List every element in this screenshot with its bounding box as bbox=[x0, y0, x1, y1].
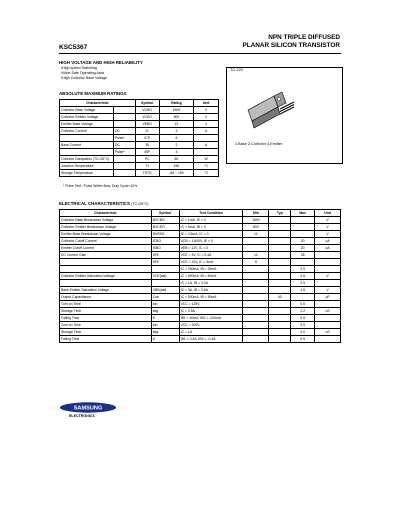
table-cell: W bbox=[194, 156, 219, 163]
table-cell bbox=[151, 266, 179, 273]
device-title bbox=[190, 34, 340, 50]
table-row bbox=[60, 163, 219, 170]
table-header-row bbox=[60, 100, 219, 107]
table-cell: tf bbox=[151, 315, 179, 322]
table-cell bbox=[113, 170, 135, 177]
table-cell bbox=[315, 280, 341, 287]
col-header: Symbol bbox=[151, 210, 179, 217]
table-cell: V bbox=[194, 114, 219, 121]
table-row bbox=[60, 107, 219, 114]
elec-heading-condition: (TC=25°C) bbox=[131, 202, 149, 206]
table-row bbox=[60, 259, 341, 266]
table-cell: 2.5 bbox=[291, 280, 315, 287]
table-cell bbox=[113, 156, 135, 163]
table-cell bbox=[269, 329, 291, 336]
table-cell: 40 bbox=[269, 294, 291, 301]
table-cell: Emitter Base Breakdown Voltage bbox=[60, 231, 152, 238]
table-cell: IB1 = 0.2A, IB2 = -0.4A bbox=[179, 336, 243, 343]
table-cell bbox=[60, 280, 152, 287]
table-cell bbox=[113, 107, 135, 114]
table-cell: Pulse* bbox=[113, 149, 135, 156]
table-row bbox=[60, 142, 219, 149]
table-cell: V bbox=[315, 217, 341, 224]
table-row bbox=[60, 336, 341, 343]
col-header: Test Condition bbox=[179, 210, 243, 217]
table-cell bbox=[243, 245, 269, 252]
table-cell: IC = 5mA, IB = 0 bbox=[179, 224, 243, 231]
package-name: TO-220 bbox=[230, 68, 243, 72]
elec-heading-text: ELECTRICAL CHARACTERISTICS bbox=[59, 201, 130, 206]
col-header: Unit bbox=[194, 100, 219, 107]
table-cell: VCC = 125V, bbox=[179, 301, 243, 308]
table-cell: IEBO bbox=[151, 245, 179, 252]
title-line-1: NPN TRIPLE DIFFUSED bbox=[268, 34, 340, 41]
col-header: Characteristic bbox=[60, 100, 136, 107]
table-cell: 35 bbox=[291, 252, 315, 259]
table-row bbox=[60, 156, 219, 163]
table-cell: VCB = 1,600V, IE = 0 bbox=[179, 238, 243, 245]
table-cell: 12 bbox=[243, 231, 269, 238]
table-cell: DC bbox=[113, 128, 135, 135]
table-cell: Storage Time bbox=[60, 329, 152, 336]
table-cell bbox=[243, 287, 269, 294]
to220-package-drawing bbox=[240, 80, 300, 135]
table-cell: 6 bbox=[159, 135, 194, 142]
table-cell bbox=[151, 280, 179, 287]
table-cell: IC = 3A, IB = 0.6A bbox=[179, 287, 243, 294]
table-cell: hFE bbox=[151, 259, 179, 266]
table-cell: Collector Emitter Saturation Voltage bbox=[60, 273, 152, 280]
table-cell: ton bbox=[151, 322, 179, 329]
table-row bbox=[60, 301, 341, 308]
table-cell: VEBO bbox=[135, 121, 159, 128]
table-cell bbox=[315, 301, 341, 308]
table-cell bbox=[269, 273, 291, 280]
table-cell: Falling Time bbox=[60, 315, 152, 322]
table-cell: 800 bbox=[159, 114, 194, 121]
table-cell: tstg bbox=[151, 308, 179, 315]
pin-legend: 1.Base 2.Collector 3.Emitter bbox=[235, 142, 283, 146]
table-row bbox=[60, 322, 341, 329]
table-cell bbox=[243, 280, 269, 287]
table-cell: VBE(sat) bbox=[151, 287, 179, 294]
table-cell: IC = 500mA, IB = 50mA bbox=[179, 273, 243, 280]
table-row bbox=[60, 287, 341, 294]
col-header: Max bbox=[291, 210, 315, 217]
table-cell bbox=[243, 308, 269, 315]
title-line-2: PLANAR SILICON TRANSISTOR bbox=[242, 42, 340, 49]
table-cell: IC bbox=[135, 128, 159, 135]
table-cell: VCC = 200V, bbox=[179, 322, 243, 329]
table-cell bbox=[269, 217, 291, 224]
table-cell: 4 bbox=[159, 149, 194, 156]
table-cell: Base Emitter Saturation Voltage bbox=[60, 287, 152, 294]
table-cell: V bbox=[194, 107, 219, 114]
abs-max-table bbox=[59, 99, 219, 177]
table-cell: DC Current Gain bbox=[60, 252, 152, 259]
table-cell bbox=[269, 266, 291, 273]
table-cell bbox=[291, 231, 315, 238]
table-row bbox=[60, 252, 341, 259]
samsung-logo bbox=[59, 402, 117, 413]
table-cell: VCE = 3V, IC = 0.4A bbox=[179, 252, 243, 259]
table-cell: VEB = 12V, IC = 0 bbox=[179, 245, 243, 252]
table-cell bbox=[243, 266, 269, 273]
abs-max-heading: ABSOLUTE MAXIMUM RATINGS bbox=[59, 91, 127, 96]
table-row bbox=[60, 329, 341, 336]
table-cell bbox=[315, 252, 341, 259]
table-cell: VCEO bbox=[135, 114, 159, 121]
table-row bbox=[60, 231, 341, 238]
table-cell: Storage Temperature bbox=[60, 170, 114, 177]
table-cell bbox=[269, 280, 291, 287]
features-heading: HIGH VOLTAGE AND HIGH RELIABILITY bbox=[59, 60, 143, 65]
table-cell: PC bbox=[135, 156, 159, 163]
table-cell bbox=[243, 294, 269, 301]
table-cell: BVCEO bbox=[151, 224, 179, 231]
col-header: Unit bbox=[315, 210, 341, 217]
table-cell bbox=[291, 217, 315, 224]
table-row bbox=[60, 114, 219, 121]
table-row bbox=[60, 128, 219, 135]
table-cell: uS bbox=[315, 329, 341, 336]
table-cell: IC = 500mA, IB = 50mA bbox=[179, 294, 243, 301]
table-cell bbox=[60, 149, 114, 156]
elec-heading bbox=[59, 201, 148, 206]
table-cell bbox=[269, 301, 291, 308]
table-cell: 4.5 bbox=[291, 273, 315, 280]
table-cell bbox=[269, 308, 291, 315]
table-cell: A bbox=[194, 128, 219, 135]
table-cell bbox=[315, 336, 341, 343]
table-cell: IE = 0.5mA, IC = 0 bbox=[179, 231, 243, 238]
table-cell: -65 ~ 150 bbox=[159, 170, 194, 177]
table-cell: Junction Temperature bbox=[60, 163, 114, 170]
table-cell: DC bbox=[113, 142, 135, 149]
table-cell bbox=[60, 259, 152, 266]
table-cell: 2.2 bbox=[291, 308, 315, 315]
table-cell bbox=[269, 322, 291, 329]
table-cell: 1600 bbox=[159, 107, 194, 114]
table-cell: TJ bbox=[135, 163, 159, 170]
table-cell: Emitter Base Voltage bbox=[60, 121, 114, 128]
table-cell bbox=[315, 266, 341, 273]
table-cell: 8 bbox=[243, 259, 269, 266]
feature-item: • High speed Switching bbox=[61, 66, 107, 71]
table-cell bbox=[291, 259, 315, 266]
table-cell: 80 bbox=[159, 156, 194, 163]
table-cell bbox=[291, 224, 315, 231]
table-cell: Emitter Cutoff Current bbox=[60, 245, 152, 252]
table-row bbox=[60, 121, 219, 128]
table-cell: V bbox=[315, 273, 341, 280]
footnote: * Pulse Test : Pulse Width<5ms, Duty Cycle<10% bbox=[63, 184, 138, 188]
table-cell: 20 bbox=[291, 238, 315, 245]
table-cell: tf bbox=[151, 336, 179, 343]
table-cell: Collector Dissipation (TC=25°C) bbox=[60, 156, 114, 163]
table-cell bbox=[269, 259, 291, 266]
table-row bbox=[60, 217, 341, 224]
table-cell: IBP bbox=[135, 149, 159, 156]
table-cell: ICBO bbox=[151, 238, 179, 245]
table-cell: 800 bbox=[243, 224, 269, 231]
table-cell bbox=[243, 336, 269, 343]
table-row bbox=[60, 238, 341, 245]
table-cell: BVCBO bbox=[151, 217, 179, 224]
table-cell: Collector Emitter Breakdown Voltage bbox=[60, 224, 152, 231]
table-cell bbox=[269, 287, 291, 294]
table-cell: pF bbox=[315, 294, 341, 301]
table-cell: 1.5 bbox=[291, 287, 315, 294]
table-row bbox=[60, 135, 219, 142]
table-cell bbox=[243, 322, 269, 329]
table-cell bbox=[315, 322, 341, 329]
table-cell: 12 bbox=[243, 252, 269, 259]
table-cell: A bbox=[194, 142, 219, 149]
table-cell: 0.5 bbox=[291, 322, 315, 329]
table-cell bbox=[269, 315, 291, 322]
col-header: Min bbox=[243, 210, 269, 217]
table-cell bbox=[194, 149, 219, 156]
table-cell bbox=[243, 273, 269, 280]
col-header: Rating bbox=[159, 100, 194, 107]
table-cell: VCE = 10V, IC = 5mA bbox=[179, 259, 243, 266]
table-cell bbox=[113, 114, 135, 121]
table-row bbox=[60, 280, 341, 287]
table-cell: Turn on Time bbox=[60, 322, 152, 329]
table-cell: V bbox=[315, 231, 341, 238]
feature-list bbox=[61, 66, 107, 82]
table-cell bbox=[269, 224, 291, 231]
table-cell: 0.5 bbox=[291, 315, 315, 322]
table-cell bbox=[315, 259, 341, 266]
table-cell: Collector Cutoff Current bbox=[60, 238, 152, 245]
table-cell: IC = 1A bbox=[179, 329, 243, 336]
table-cell: Collector Base Voltage bbox=[60, 107, 114, 114]
table-cell: Falling Time bbox=[60, 336, 152, 343]
table-cell bbox=[60, 266, 152, 273]
col-header: Characteristic bbox=[60, 210, 152, 217]
table-cell: IC = 0.5A bbox=[179, 308, 243, 315]
col-header: Typ bbox=[269, 210, 291, 217]
table-cell bbox=[113, 121, 135, 128]
brand-subtext: ELECTRONICS bbox=[69, 414, 95, 418]
table-cell: IB1 = 40mA, IB2 = -200mA bbox=[179, 315, 243, 322]
table-row bbox=[60, 308, 341, 315]
table-cell: 3 bbox=[159, 128, 194, 135]
table-cell: Turn on Time bbox=[60, 301, 152, 308]
table-header-row bbox=[60, 210, 341, 217]
table-cell: 0.5 bbox=[291, 336, 315, 343]
table-cell: IB bbox=[135, 142, 159, 149]
table-cell: 12 bbox=[159, 121, 194, 128]
table-cell bbox=[315, 315, 341, 322]
table-cell: ICP bbox=[135, 135, 159, 142]
table-cell: Output Capacitance bbox=[60, 294, 152, 301]
table-cell bbox=[243, 301, 269, 308]
table-cell: V bbox=[194, 121, 219, 128]
table-row bbox=[60, 170, 219, 177]
feature-item: • High Collector Base Voltage bbox=[61, 76, 107, 81]
table-cell: hFE bbox=[151, 252, 179, 259]
table-row bbox=[60, 273, 341, 280]
table-cell bbox=[269, 336, 291, 343]
table-cell: V bbox=[315, 287, 341, 294]
table-cell: Cob bbox=[151, 294, 179, 301]
table-cell bbox=[113, 163, 135, 170]
table-cell bbox=[291, 294, 315, 301]
table-cell: V bbox=[315, 224, 341, 231]
table-cell: Collector Current bbox=[60, 128, 114, 135]
table-cell: IC = 250mA, IB = 25mA bbox=[179, 266, 243, 273]
table-cell: IC = 1mA, IE = 0 bbox=[179, 217, 243, 224]
table-cell: VCBO bbox=[135, 107, 159, 114]
table-cell: uS bbox=[315, 308, 341, 315]
table-cell: IC = 1A, IB = 0.2A bbox=[179, 280, 243, 287]
table-cell: Collector Base Breakdown Voltage bbox=[60, 217, 152, 224]
table-cell: °C bbox=[194, 163, 219, 170]
col-header: Symbol bbox=[135, 100, 159, 107]
table-cell: 2 bbox=[159, 142, 194, 149]
table-row bbox=[60, 245, 341, 252]
table-cell bbox=[243, 329, 269, 336]
table-row bbox=[60, 266, 341, 273]
table-cell: 0.5 bbox=[291, 301, 315, 308]
table-cell bbox=[243, 238, 269, 245]
table-cell: VCE(sat) bbox=[151, 273, 179, 280]
table-cell bbox=[269, 252, 291, 259]
table-cell: Storage Time bbox=[60, 308, 152, 315]
table-cell: 20 bbox=[291, 245, 315, 252]
table-cell bbox=[60, 135, 114, 142]
table-cell: uA bbox=[315, 238, 341, 245]
table-cell: Pulse* bbox=[113, 135, 135, 142]
table-cell: 4.0 bbox=[291, 329, 315, 336]
table-cell: TSTG bbox=[135, 170, 159, 177]
feature-item: • Wide Safe Operating Area bbox=[61, 71, 107, 76]
table-cell: uA bbox=[315, 245, 341, 252]
table-cell: BVEBO bbox=[151, 231, 179, 238]
header-rule bbox=[59, 53, 341, 54]
table-cell bbox=[269, 245, 291, 252]
logo-text: SAMSUNG bbox=[73, 405, 103, 412]
elec-table bbox=[59, 209, 341, 343]
table-cell: °C bbox=[194, 170, 219, 177]
table-row bbox=[60, 149, 219, 156]
table-cell: 1600 bbox=[243, 217, 269, 224]
table-row bbox=[60, 294, 341, 301]
table-cell bbox=[269, 231, 291, 238]
table-cell: 2.5 bbox=[291, 266, 315, 273]
table-cell: ton bbox=[151, 301, 179, 308]
table-cell: 150 bbox=[159, 163, 194, 170]
table-row bbox=[60, 315, 341, 322]
table-cell: Collector Emitter Voltage bbox=[60, 114, 114, 121]
table-cell bbox=[194, 135, 219, 142]
table-row bbox=[60, 224, 341, 231]
table-cell bbox=[269, 238, 291, 245]
table-cell bbox=[243, 315, 269, 322]
part-number: KSC5367 bbox=[59, 44, 88, 51]
table-cell: tstg bbox=[151, 329, 179, 336]
table-cell: Base Current bbox=[60, 142, 114, 149]
